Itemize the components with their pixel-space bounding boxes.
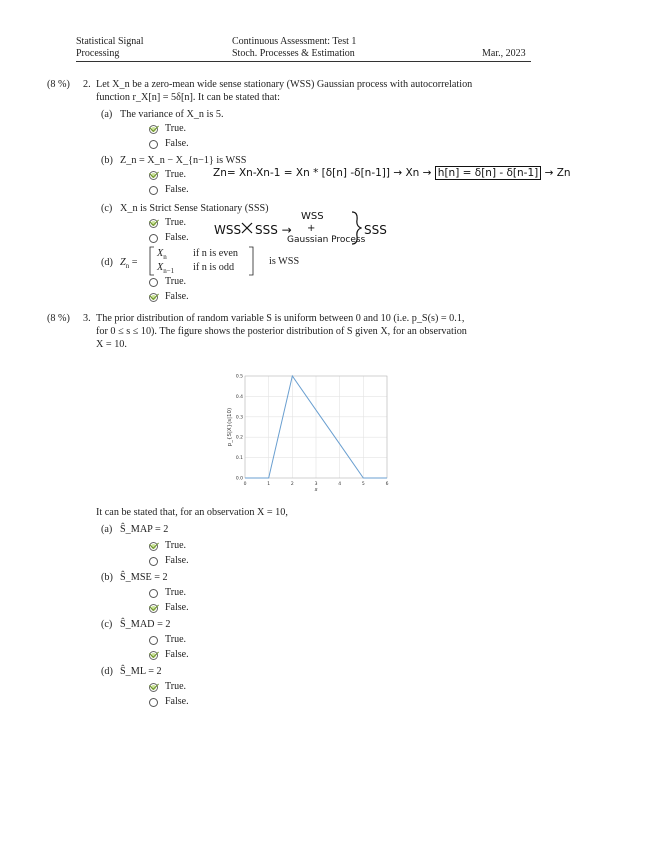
q2d-case-xn: $X_n$ — [157, 248, 167, 262]
q3d-label: (d) — [101, 666, 113, 677]
y-tick-label: 0.2 — [235, 435, 243, 441]
x-axis-label: s — [314, 487, 318, 493]
q3-number: 3. — [83, 313, 91, 324]
q2-text-line2: function r_X[n] = 5δ[n]. It can be stated that: — [96, 92, 280, 103]
q2a-statement: The variance of X_n is 5. — [120, 109, 224, 120]
test-title-line1: Continuous Assessment: Test 1 — [232, 36, 357, 47]
test-date: Mar., 2023 — [482, 48, 526, 59]
q3c-true-label: True. — [165, 634, 187, 645]
q2-text-line1: Let X_n be a zero-mean wide sense stationary (WSS) Gaussian process with autocorrelation — [96, 79, 473, 90]
q2-weight: (8 %) — [47, 79, 70, 90]
q3-text-line3: X = 10. — [96, 339, 127, 350]
q2b-false-radio[interactable] — [149, 186, 158, 195]
y-axis-label: p_{S|X}(s|10) — [227, 407, 233, 447]
q2a-false-radio[interactable] — [149, 140, 158, 149]
q3-text-line2: for 0 ≤ s ≤ 10). The figure shows the posterior distribution of S given X, for an observation — [96, 326, 467, 337]
q3c-label: (c) — [101, 619, 113, 630]
q2c-false-radio[interactable] — [149, 234, 158, 243]
q2b-label: (b) — [101, 155, 113, 166]
y-tick-label: 0.3 — [235, 415, 243, 421]
q2b-true-label: True. — [165, 169, 187, 180]
q2b-false-label: False. — [165, 184, 189, 195]
handwriting-c-wss: WSS — [214, 223, 242, 237]
posterior-chart — [218, 368, 398, 496]
q2d-is-wss: is WSS — [269, 256, 300, 267]
x-tick-label: 0 — [243, 482, 247, 487]
handwriting-c-wss2: WSS — [301, 211, 324, 222]
q2d-true-label: True. — [165, 276, 187, 287]
q3c-false-label: False. — [165, 649, 189, 660]
course-title-line1: Statistical Signal — [76, 36, 144, 47]
left-bracket-icon — [148, 246, 156, 276]
handwriting-b-text: Zn= Xn-Xn-1 = Xn * [δ[n] -δ[n-1]] → Xn → — [213, 167, 432, 179]
x-tick-label: 3 — [314, 482, 318, 487]
q2c-false-label: False. — [165, 232, 189, 243]
q2c-label: (c) — [101, 203, 113, 214]
q3-intro: It can be stated that, for an observation X = 10, — [96, 507, 288, 518]
not-implies-icon — [240, 219, 254, 237]
q3c-statement: Ŝ_MAD = 2 — [120, 619, 171, 630]
handwriting-c-sss-arrow: SSS → — [255, 223, 292, 237]
q2b-statement: Z_n = X_n − X_{n−1} is WSS — [120, 155, 247, 166]
handwritten-note-b — [213, 167, 571, 179]
q2a-true-label: True. — [165, 123, 187, 134]
handwriting-b-boxed: h[n] = δ[n] - δ[n-1] — [435, 166, 541, 180]
q3b-label: (b) — [101, 572, 113, 583]
q2d-label: (d) — [101, 257, 113, 268]
brace-icon — [350, 210, 362, 246]
q2-number: 2. — [83, 79, 91, 90]
q2a-false-label: False. — [165, 138, 189, 149]
q3-text-line1: The prior distribution of random variable S is uniform between 0 and 10 (i.e. p_S(s) = 0.1, — [96, 313, 465, 324]
q3b-true-label: True. — [165, 587, 187, 598]
x-tick-label: 4 — [338, 482, 342, 487]
right-bracket-icon — [247, 246, 255, 276]
q3a-false-radio[interactable] — [149, 557, 158, 566]
q2d-true-radio[interactable] — [149, 278, 158, 287]
course-title-line2: Processing — [76, 48, 120, 59]
q3-weight: (8 %) — [47, 313, 70, 324]
q3d-false-label: False. — [165, 696, 189, 707]
x-tick-label: 6 — [385, 482, 389, 487]
q2c-true-label: True. — [165, 217, 187, 228]
handwriting-c-plus: + — [307, 223, 316, 234]
test-title-line2: Stoch. Processes & Estimation — [232, 48, 355, 59]
handwriting-c-sss: SSS — [364, 223, 387, 237]
q2c-statement: X_n is Strict Sense Stationary (SSS) — [120, 203, 269, 214]
header-rule — [76, 61, 531, 62]
q3d-false-radio[interactable] — [149, 698, 158, 707]
y-tick-label: 0.0 — [235, 476, 243, 482]
q3d-true-label: True. — [165, 681, 187, 692]
q2d-false-label: False. — [165, 291, 189, 302]
q3b-true-radio[interactable] — [149, 589, 158, 598]
q2a-label: (a) — [101, 109, 113, 120]
y-tick-label: 0.4 — [235, 394, 243, 400]
q3a-label: (a) — [101, 524, 113, 535]
q2d-zn: $Z_n$ = — [120, 257, 138, 271]
handwriting-b-end: → Zn — [544, 167, 571, 179]
q3c-true-radio[interactable] — [149, 636, 158, 645]
q3a-statement: Ŝ_MAP = 2 — [120, 524, 169, 535]
y-tick-label: 0.1 — [235, 456, 243, 462]
q2d-case-xn1: $X_{n-1}$ — [157, 262, 175, 276]
q3b-false-label: False. — [165, 602, 189, 613]
x-tick-label: 2 — [290, 482, 294, 487]
q3a-false-label: False. — [165, 555, 189, 566]
q3b-statement: Ŝ_MSE = 2 — [120, 572, 168, 583]
q2d-case-odd: if n is odd — [193, 262, 235, 273]
q3a-true-label: True. — [165, 540, 187, 551]
handwriting-c-gaussian: Gaussian Process — [287, 235, 366, 245]
x-tick-label: 1 — [267, 482, 271, 487]
y-tick-label: 0.5 — [235, 374, 243, 380]
q3d-statement: Ŝ_ML = 2 — [120, 666, 162, 677]
x-tick-label: 5 — [361, 482, 365, 487]
q2d-case-even: if n is even — [193, 248, 238, 259]
